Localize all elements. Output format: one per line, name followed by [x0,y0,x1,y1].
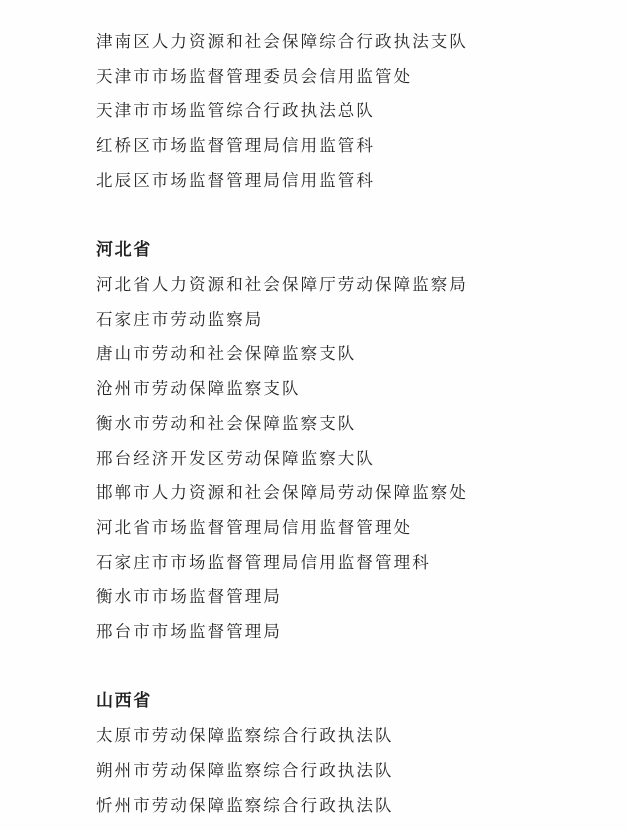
list-item: 河北省人力资源和社会保障厅劳动保障监察局 [96,275,468,294]
section-heading: 河北省 [96,240,152,260]
section-heading: 山西省 [96,691,152,711]
list-item: 津南区人力资源和社会保障综合行政执法支队 [96,32,468,51]
list-item: 天津市市场监督管理委员会信用监管处 [96,67,413,86]
list-item: 红桥区市场监督管理局信用监管科 [96,136,375,155]
list-item: 河北省市场监督管理局信用监督管理处 [96,518,413,537]
list-item: 忻州市劳动保障监察综合行政执法队 [96,796,394,815]
list-item: 唐山市劳动和社会保障监察支队 [96,344,357,363]
list-item: 石家庄市劳动监察局 [96,310,264,329]
list-item: 北辰区市场监督管理局信用监管科 [96,171,375,190]
list-item: 朔州市劳动保障监察综合行政执法队 [96,761,394,780]
list-item: 沧州市劳动保障监察支队 [96,379,301,398]
list-item: 邯郸市人力资源和社会保障局劳动保障监察处 [96,483,468,502]
list-item: 天津市市场监管综合行政执法总队 [96,101,375,120]
list-item: 石家庄市市场监督管理局信用监督管理科 [96,553,431,572]
list-item: 太原市劳动保障监察综合行政执法队 [96,726,394,745]
list-item: 衡水市市场监督管理局 [96,587,282,606]
list-item: 衡水市劳动和社会保障监察支队 [96,414,357,433]
list-item: 邢台经济开发区劳动保障监察大队 [96,449,375,468]
list-item: 邢台市市场监督管理局 [96,622,282,641]
